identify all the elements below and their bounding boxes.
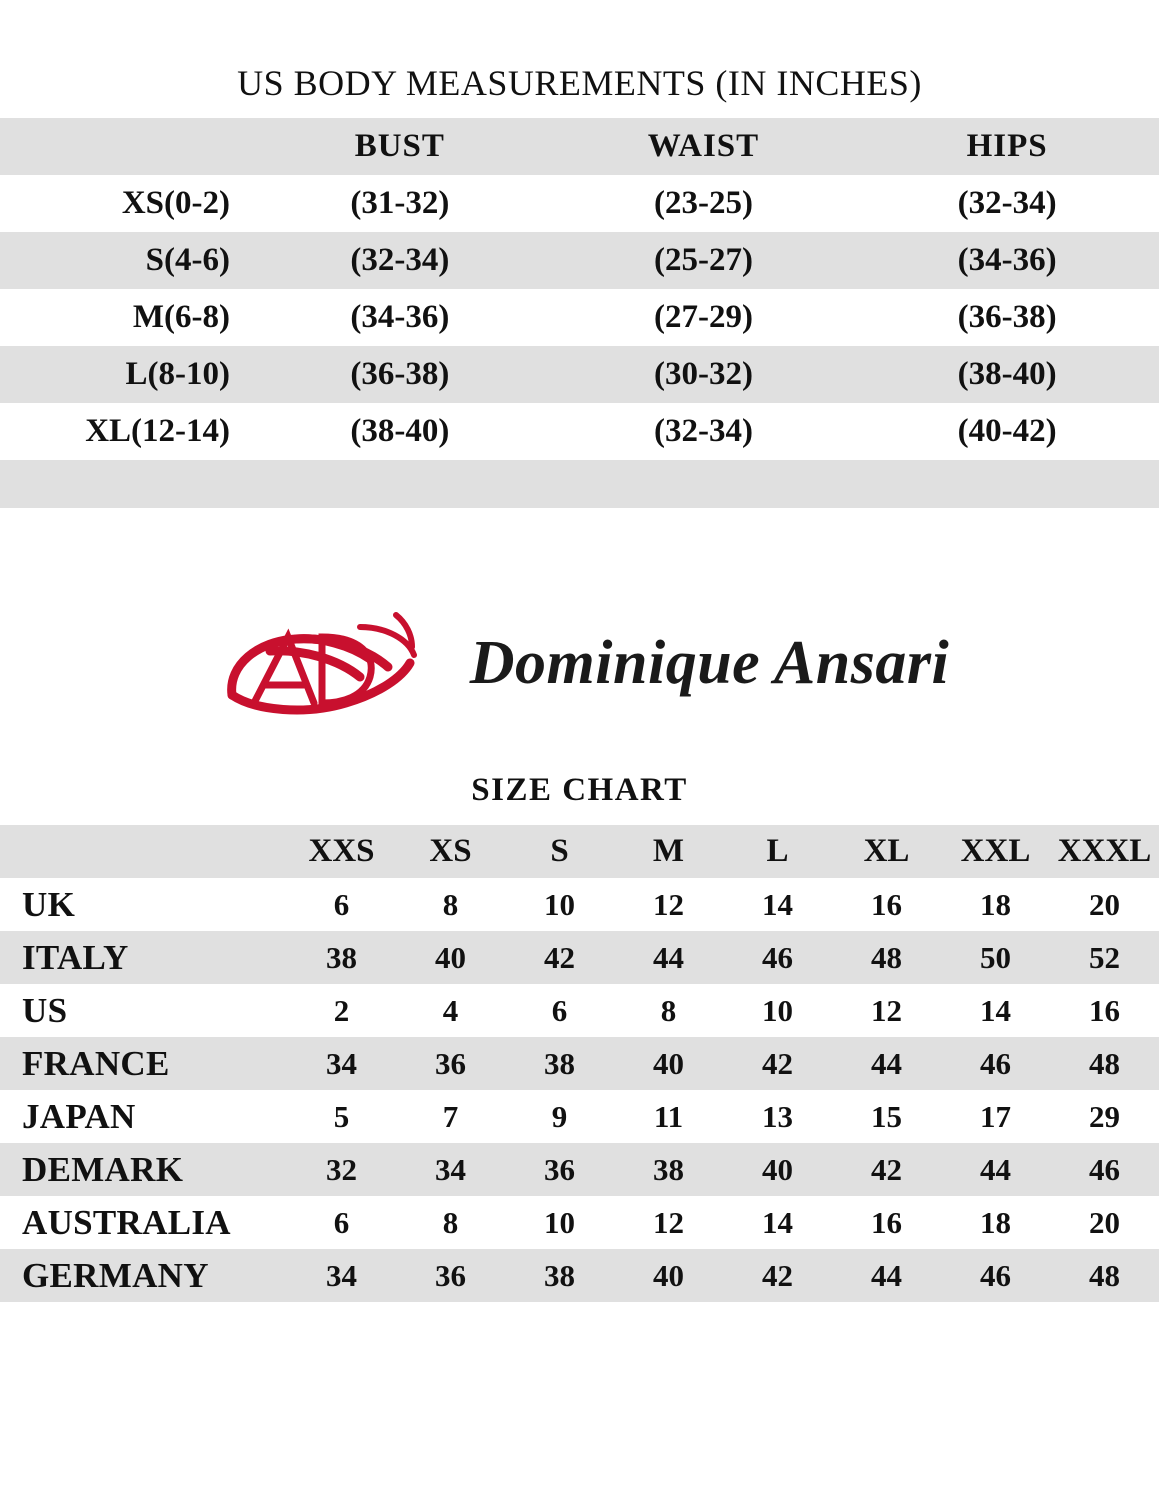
size-cell-france-xl: 44	[871, 1045, 902, 1081]
us-cell-xl-hips: (40-42)	[957, 413, 1057, 449]
size-cell-australia-xxl: 18	[980, 1204, 1011, 1240]
size-cell-australia-xxxl: 20	[1089, 1204, 1120, 1240]
size-header-xxl: XXL	[960, 833, 1031, 869]
size-cell-uk-xxxl: 20	[1089, 886, 1120, 922]
size-cell-italy-xxl: 50	[980, 939, 1011, 975]
size-cell-demark-m: 38	[653, 1151, 684, 1187]
size-row-label-us: US	[22, 990, 68, 1030]
size-cell-uk-s: 10	[544, 886, 575, 922]
us-cell-xs-hips: (32-34)	[957, 185, 1057, 221]
size-cell-japan-xxxl: 29	[1089, 1098, 1120, 1134]
us-row-label-s: S(4-6)	[145, 242, 230, 278]
size-cell-us-l: 10	[762, 992, 793, 1028]
size-cell-italy-l: 46	[762, 939, 793, 975]
table-header-row	[0, 825, 1159, 878]
size-cell-germany-xl: 44	[871, 1257, 902, 1293]
size-cell-germany-s: 38	[544, 1257, 575, 1293]
us-cell-s-waist: (25-27)	[654, 242, 753, 278]
size-cell-germany-l: 42	[762, 1257, 793, 1293]
us-header-bust: BUST	[354, 128, 445, 164]
size-cell-uk-m: 12	[653, 886, 684, 922]
size-cell-demark-s: 36	[544, 1151, 575, 1187]
table-row	[0, 931, 1159, 984]
us-header-corner	[0, 118, 248, 175]
size-cell-italy-s: 42	[544, 939, 575, 975]
size-header-l: L	[766, 833, 789, 869]
us-cell-m-bust: (34-36)	[350, 299, 450, 335]
table-spacer-white	[0, 508, 1159, 554]
size-cell-demark-xxs: 32	[326, 1151, 357, 1187]
size-cell-japan-l: 13	[762, 1098, 793, 1134]
us-header-hips: HIPS	[966, 128, 1048, 164]
size-row-label-france: FRANCE	[22, 1043, 170, 1083]
size-cell-germany-xxl: 46	[980, 1257, 1011, 1293]
size-cell-france-s: 38	[544, 1045, 575, 1081]
size-row-label-japan: JAPAN	[22, 1096, 136, 1136]
size-cell-demark-xl: 42	[871, 1151, 902, 1187]
us-row-label-l: L(8-10)	[125, 356, 230, 392]
size-cell-us-xxl: 14	[980, 992, 1011, 1028]
size-row-label-germany: GERMANY	[22, 1255, 209, 1295]
table-row	[0, 175, 1159, 232]
size-row-label-demark: DEMARK	[22, 1149, 184, 1189]
size-cell-demark-xs: 34	[435, 1151, 466, 1187]
size-cell-italy-xs: 40	[435, 939, 466, 975]
size-cell-demark-l: 40	[762, 1151, 793, 1187]
size-row-label-uk: UK	[22, 884, 76, 924]
brand-logo-block	[0, 588, 1159, 738]
size-cell-demark-xxxl: 46	[1089, 1151, 1120, 1187]
us-row-label-xs: XS(0-2)	[121, 185, 230, 221]
size-header-xl: XL	[863, 833, 910, 869]
size-cell-australia-xl: 16	[871, 1204, 902, 1240]
us-cell-xl-waist: (32-34)	[654, 413, 753, 449]
size-cell-france-l: 42	[762, 1045, 793, 1081]
table-row	[0, 403, 1159, 460]
size-chart-title: SIZE CHART	[471, 772, 688, 808]
size-cell-uk-xs: 8	[442, 886, 459, 922]
size-header-s: S	[550, 833, 569, 869]
us-body-measurements-table	[0, 118, 1159, 554]
table-row	[0, 1090, 1159, 1143]
size-cell-demark-xxl: 44	[980, 1151, 1011, 1187]
table-row	[0, 1249, 1159, 1302]
us-cell-l-waist: (30-32)	[654, 356, 753, 392]
us-cell-xl-bust: (38-40)	[350, 413, 450, 449]
size-header-xxxl: XXXL	[1057, 833, 1152, 869]
size-cell-australia-s: 10	[544, 1204, 575, 1240]
size-cell-australia-xxs: 6	[333, 1204, 350, 1240]
table-row	[0, 1143, 1159, 1196]
size-row-label-australia: AUSTRALIA	[22, 1202, 231, 1242]
size-cell-australia-m: 12	[653, 1204, 684, 1240]
size-cell-france-m: 40	[653, 1045, 684, 1081]
us-measurements-title: US BODY MEASUREMENTS (IN INCHES)	[237, 63, 922, 103]
table-row	[0, 232, 1159, 289]
us-cell-xs-bust: (31-32)	[350, 185, 450, 221]
size-cell-uk-l: 14	[762, 886, 793, 922]
size-cell-us-xl: 12	[871, 992, 902, 1028]
table-row	[0, 289, 1159, 346]
size-cell-australia-l: 14	[762, 1204, 793, 1240]
size-cell-germany-xxs: 34	[326, 1257, 357, 1293]
size-header-corner	[0, 825, 287, 878]
us-row-label-m: M(6-8)	[132, 299, 230, 335]
size-cell-australia-xs: 8	[442, 1204, 459, 1240]
table-spacer-band	[0, 460, 1159, 508]
size-cell-germany-m: 40	[653, 1257, 684, 1293]
table-row	[0, 1196, 1159, 1249]
size-cell-japan-xl: 15	[871, 1098, 902, 1134]
size-cell-italy-xl: 48	[871, 939, 902, 975]
size-cell-italy-xxxl: 52	[1089, 939, 1120, 975]
size-cell-us-s: 6	[551, 992, 568, 1028]
da-monogram-icon	[210, 593, 440, 733]
us-cell-l-bust: (36-38)	[350, 356, 450, 392]
us-cell-l-hips: (38-40)	[957, 356, 1057, 392]
us-row-label-xl: XL(12-14)	[85, 413, 230, 449]
international-size-chart-table	[0, 825, 1159, 1302]
size-cell-italy-xxs: 38	[326, 939, 357, 975]
size-cell-germany-xs: 36	[435, 1257, 466, 1293]
size-cell-japan-xs: 7	[442, 1098, 459, 1134]
size-cell-us-m: 8	[660, 992, 677, 1028]
us-cell-xs-waist: (23-25)	[654, 185, 753, 221]
size-header-xs: XS	[429, 833, 472, 869]
size-cell-france-xxxl: 48	[1089, 1045, 1120, 1081]
us-header-waist: WAIST	[647, 128, 760, 164]
size-cell-uk-xl: 16	[871, 886, 902, 922]
table-row	[0, 346, 1159, 403]
us-cell-m-hips: (36-38)	[957, 299, 1057, 335]
size-cell-us-xs: 4	[442, 992, 459, 1028]
table-row	[0, 984, 1159, 1037]
size-cell-france-xxs: 34	[326, 1045, 357, 1081]
size-cell-japan-xxs: 5	[333, 1098, 350, 1134]
table-row	[0, 1037, 1159, 1090]
size-header-xxs: XXS	[308, 833, 375, 869]
size-cell-japan-m: 11	[653, 1098, 684, 1134]
size-cell-uk-xxl: 18	[980, 886, 1011, 922]
us-cell-s-hips: (34-36)	[957, 242, 1057, 278]
table-row	[0, 878, 1159, 931]
size-row-label-italy: ITALY	[22, 937, 129, 977]
size-cell-france-xs: 36	[435, 1045, 466, 1081]
brand-name: Dominique Ansari	[469, 628, 950, 697]
us-cell-m-waist: (27-29)	[654, 299, 753, 335]
size-cell-us-xxxl: 16	[1089, 992, 1120, 1028]
size-cell-japan-s: 9	[551, 1098, 568, 1134]
us-cell-s-bust: (32-34)	[350, 242, 450, 278]
size-cell-france-xxl: 46	[980, 1045, 1011, 1081]
size-cell-italy-m: 44	[653, 939, 684, 975]
size-cell-uk-xxs: 6	[333, 886, 350, 922]
size-cell-germany-xxxl: 48	[1089, 1257, 1120, 1293]
table-header-row	[0, 118, 1159, 175]
size-cell-us-xxs: 2	[333, 992, 350, 1028]
size-cell-japan-xxl: 17	[980, 1098, 1011, 1134]
size-header-m: M	[652, 833, 685, 869]
